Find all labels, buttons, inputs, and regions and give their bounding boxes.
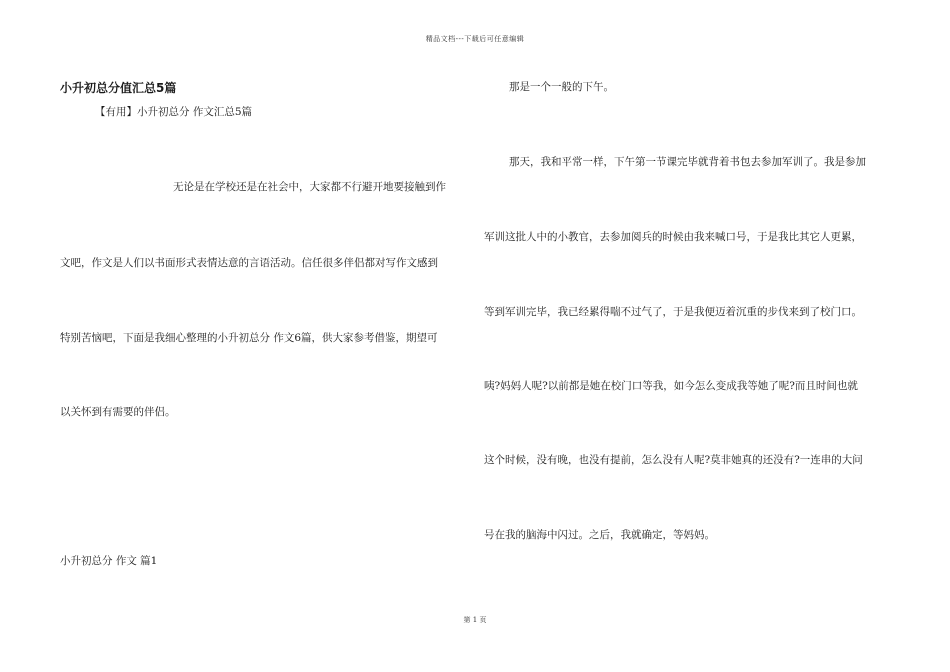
section-heading: 小升初总分 作文 篇1 <box>60 555 158 567</box>
paragraph-line: 特别苦恼吧，下面是我细心整理的小升初总分 作文6篇，供大家参考借鉴，期望可 <box>60 332 438 344</box>
paragraph-line: 这个时候，没有晚，也没有提前，怎么没有人呢?莫非她真的还没有?一连串的大问 <box>484 454 863 466</box>
page-number: 第 1 页 <box>463 616 487 624</box>
paragraph-line: 等到军训完毕，我已经累得喘不过气了，于是我便迈着沉重的步伐来到了校门口。 <box>484 306 862 318</box>
page-header: 精品文档---下载后可任意编辑 <box>425 35 525 43</box>
paragraph-line: 咦?妈妈人呢?以前都是她在校门口等我，如今怎么变成我等她了呢?而且时间也就 <box>484 380 858 392</box>
paragraph-line: 那是一个一般的下午。 <box>509 81 614 93</box>
paragraph-line: 军训这批人中的小教官，去参加阅兵的时候由我来喊口号，于是我比其它人更累， <box>484 231 862 243</box>
document-subtitle: 【有用】小升初总分 作文汇总5篇 <box>95 106 253 118</box>
paragraph-line: 号在我的脑海中闪过。之后，我就确定，等妈妈。 <box>484 529 715 541</box>
paragraph-line: 文吧，作文是人们以书面形式表情达意的言语活动。信任很多伴侣都对写作文感到 <box>60 257 438 269</box>
document-title: 小升初总分值汇总5篇 <box>60 81 177 95</box>
paragraph-line: 那天，我和平常一样，下午第一节课完毕就背着书包去参加军训了。我是参加 <box>509 156 866 168</box>
paragraph-line: 以关怀到有需要的伴侣。 <box>60 406 176 418</box>
paragraph-line: 无论是在学校还是在社会中，大家都不行避开地要接触到作 <box>173 181 446 193</box>
